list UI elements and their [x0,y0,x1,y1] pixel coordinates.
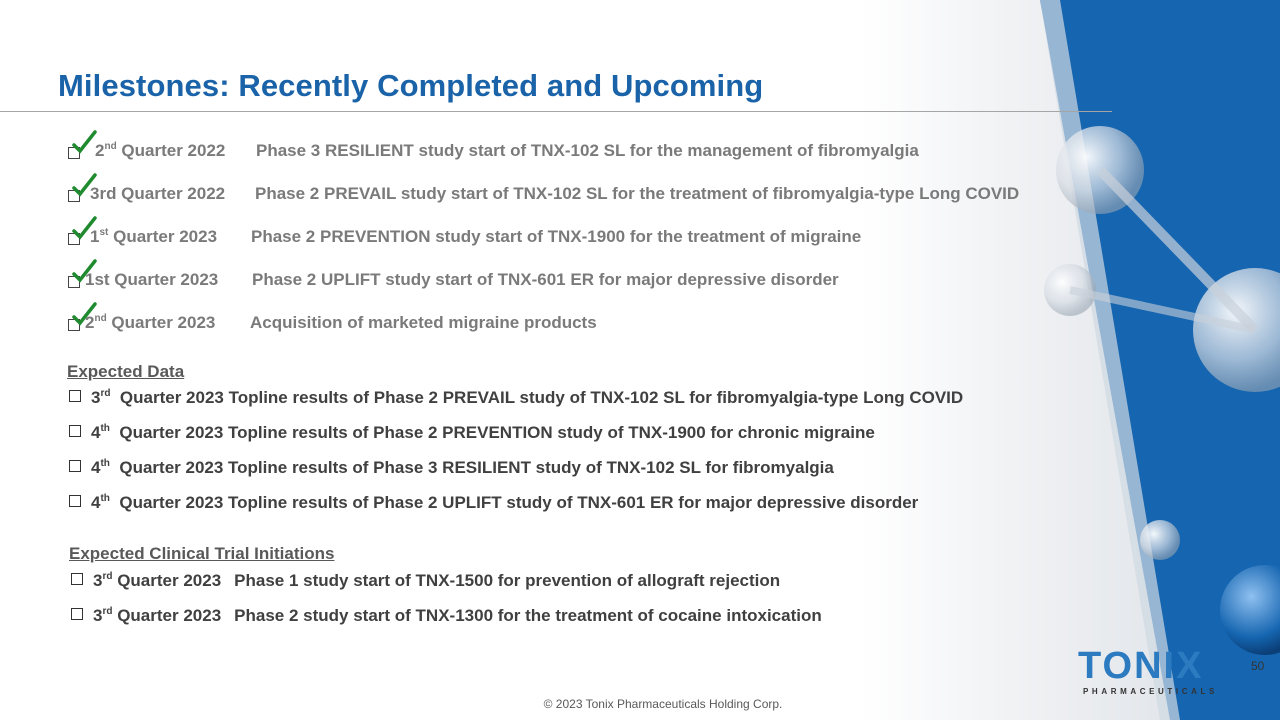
expected-data-item: 3rd Quarter 2023 Topline results of Phase 2 PREVAIL study of TNX-102 SL for fibromyalgia-type Long COVID [69,388,963,408]
tonix-logo [1078,645,1218,697]
checkmark-icon [70,129,98,157]
completed-desc: Phase 2 PREVAIL study start of TNX-102 SL for the treatment of fibromyalgia-type Long COVID [255,184,1020,203]
completed-date: 1st Quarter 2023 [90,227,218,246]
checkbox-icon [71,573,83,585]
completed-desc: Phase 2 PREVENTION study start of TNX-1900 for the treatment of migraine [251,227,862,246]
completed-date: 1st Quarter 2023 [85,270,219,289]
completed-date: 2nd Quarter 2023 [85,313,216,332]
logo-wordmark: TONIX [1078,645,1204,687]
expected-trials-heading: Expected Clinical Trial Initiations [69,544,335,563]
title-divider [0,111,1112,112]
expected-data-heading: Expected Data [67,362,185,381]
checkbox-icon [71,608,83,620]
expected-trial-item: 3rd Quarter 2023 Phase 2 study start of TNX-1300 for the treatment of cocaine intoxication [71,606,822,626]
copyright-footer: © 2023 Tonix Pharmaceuticals Holding Corp. [543,697,783,711]
completed-desc: Acquisition of marketed migraine products [250,313,597,332]
expected-data-item: 4th Quarter 2023 Topline results of Phase 2 UPLIFT study of TNX-601 ER for major depressive disorder [69,493,918,513]
logo-subtitle: PHARMACEUTICALS [1083,687,1218,696]
completed-desc: Phase 2 UPLIFT study start of TNX-601 ER for major depressive disorder [252,270,839,289]
expected-data-item: 4th Quarter 2023 Topline results of Phase 3 RESILIENT study of TNX-102 SL for fibromyalgia [69,458,834,478]
checkbox-icon [69,495,81,507]
molecule-decoration [1040,0,1280,720]
slide-title: Milestones: Recently Completed and Upcoming [58,68,764,103]
completed-desc: Phase 3 RESILIENT study start of TNX-102 SL for the management of fibromyalgia [256,141,919,160]
expected-trial-item: 3rd Quarter 2023 Phase 1 study start of TNX-1500 for prevention of allograft rejection [71,571,780,591]
checkbox-icon [69,390,81,402]
page-number: 50 [1251,659,1265,673]
checkbox-icon [69,460,81,472]
expected-data-item: 4th Quarter 2023 Topline results of Phase 2 PREVENTION study of TNX-1900 for chronic migraine [69,423,875,443]
checkbox-icon [69,425,81,437]
completed-date: 2nd Quarter 2022 [95,141,226,160]
completed-date: 3rd Quarter 2022 [90,184,226,203]
